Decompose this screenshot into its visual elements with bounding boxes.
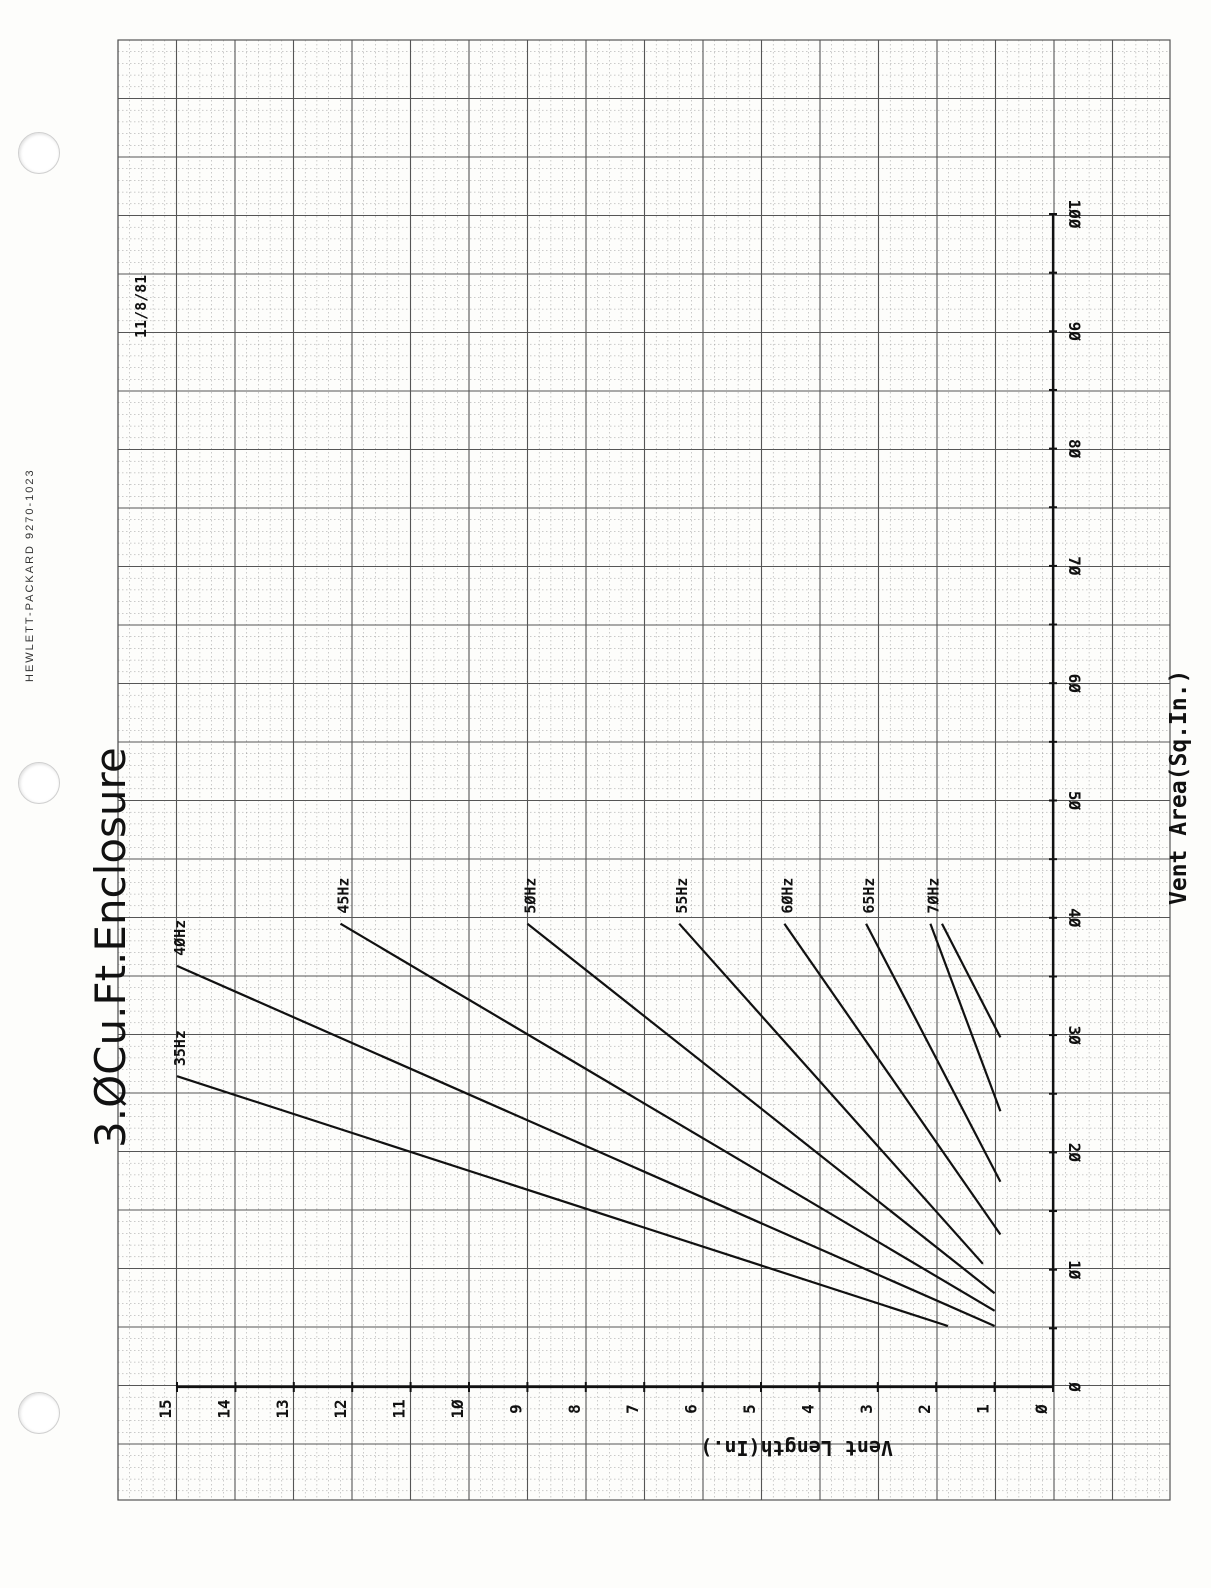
binder-hole-top [18, 132, 60, 174]
y-tick-label: Ø [1032, 1404, 1051, 1414]
x-tick-label: Ø [1065, 1382, 1084, 1392]
chart-title: 3.ØCu.Ft.Enclosure [86, 747, 135, 1148]
x-tick-label: 1ØØ [1065, 199, 1084, 229]
y-tick-label: 11 [389, 1399, 409, 1419]
series-label: 4ØHz [171, 919, 189, 956]
series-label: 55Hz [673, 877, 692, 914]
x-tick-label: 9Ø [1065, 321, 1084, 341]
x-tick-label: 7Ø [1065, 556, 1084, 576]
x-tick-label: 2Ø [1065, 1142, 1084, 1163]
binder-hole-bottom [18, 1392, 60, 1434]
series-lines [177, 924, 1000, 1326]
series-label: 35Hz [171, 1030, 189, 1067]
y-tick-label: 1 [973, 1404, 993, 1414]
series-label: 5ØHz [521, 877, 540, 914]
x-tick-label: 6Ø [1065, 673, 1084, 693]
y-axis-label: Vent Length(In.) [700, 1436, 893, 1460]
y-tick-label: 6 [681, 1404, 701, 1414]
series-line [866, 924, 1000, 1182]
y-tick-label: 5 [740, 1404, 759, 1414]
y-tick-label: 1Ø [448, 1399, 467, 1419]
grid-major-lines [118, 40, 1170, 1500]
y-tick-label: 14 [214, 1399, 234, 1419]
y-tick-label: 4 [798, 1404, 818, 1414]
chart-date: 11/8/81 [132, 274, 150, 338]
printer-id: HEWLETT-PACKARD 9270-1023 [24, 468, 36, 682]
y-tick-label: 3 [856, 1404, 876, 1414]
x-tick-label: 5Ø [1065, 790, 1084, 811]
binder-hole-middle [18, 762, 60, 804]
series-label: 7ØHz [924, 877, 943, 914]
y-tick-label: 8 [564, 1404, 584, 1414]
series-label: 65Hz [860, 877, 879, 914]
x-axis-label: Vent Area(Sq.In.) [1166, 669, 1192, 905]
x-tick-label: 1Ø [1065, 1260, 1084, 1280]
y-tick-label: 7 [623, 1404, 643, 1414]
x-tick-label: 3Ø [1065, 1025, 1084, 1045]
series-label: 6ØHz [778, 877, 797, 914]
x-tick-label: 8Ø [1065, 438, 1084, 459]
series-label: 45Hz [334, 877, 353, 914]
y-tick-label: 13 [272, 1399, 292, 1419]
y-tick-label: 9 [506, 1404, 526, 1414]
y-tick-label: 15 [156, 1399, 175, 1419]
y-tick-label: 12 [331, 1399, 351, 1419]
y-tick-label: 2 [915, 1404, 935, 1414]
x-tick-label: 4Ø [1065, 908, 1084, 928]
